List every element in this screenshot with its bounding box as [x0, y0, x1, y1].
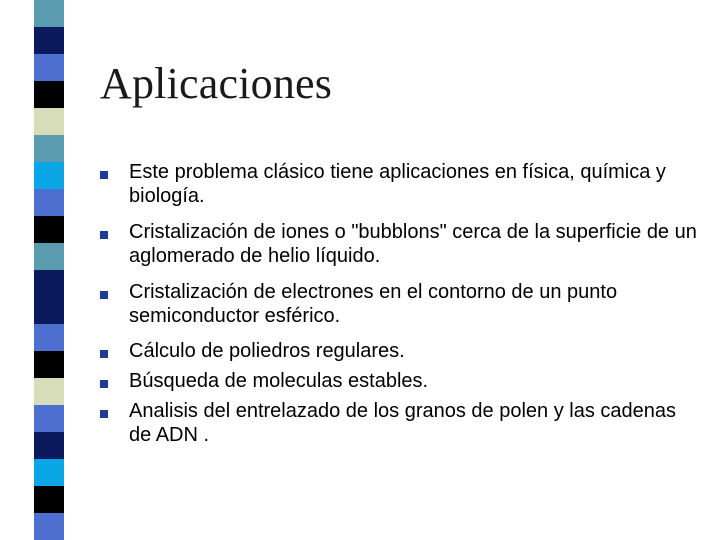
- slide-title: Aplicaciones: [100, 59, 333, 108]
- stripe-block: [34, 27, 64, 54]
- square-bullet-icon: [100, 231, 108, 239]
- stripe-block: [34, 459, 64, 486]
- bullet-text: Cálculo de poliedros regulares.: [129, 340, 405, 362]
- stripe-block: [34, 297, 64, 324]
- stripe-block: [34, 378, 64, 405]
- stripe-block: [34, 486, 64, 513]
- square-bullet-icon: [100, 380, 108, 388]
- decorative-stripe: [34, 0, 64, 540]
- list-item: [100, 280, 700, 328]
- stripe-block: [34, 108, 64, 135]
- stripe-block: [34, 216, 64, 243]
- stripe-block: [34, 405, 64, 432]
- bullet-text: Este problema clásico tiene aplicaciones en física, química y biología.: [129, 161, 666, 207]
- stripe-block: [34, 270, 64, 297]
- stripe-block: [34, 243, 64, 270]
- stripe-block: [34, 351, 64, 378]
- stripe-block: [34, 432, 64, 459]
- stripe-block: [34, 513, 64, 540]
- square-bullet-icon: [100, 291, 108, 299]
- stripe-block: [34, 0, 64, 27]
- bullet-text: Analisis del entrelazado de los granos de polen y las cadenas de ADN .: [129, 400, 677, 446]
- square-bullet-icon: [100, 350, 108, 358]
- list-item: [100, 399, 700, 447]
- list-item: [100, 369, 700, 393]
- list-item: [100, 220, 700, 268]
- stripe-block: [34, 54, 64, 81]
- list-item: [100, 339, 700, 363]
- stripe-block: [34, 81, 64, 108]
- bullet-text: Búsqueda de moleculas estables.: [129, 370, 429, 392]
- square-bullet-icon: [100, 171, 108, 179]
- list-item: [100, 160, 700, 208]
- stripe-block: [34, 189, 64, 216]
- stripe-block: [34, 135, 64, 162]
- bullet-text: Cristalización de iones o "bubblons" cerca de la superficie de un aglomerado de helio líquido.: [129, 221, 697, 267]
- stripe-block: [34, 324, 64, 351]
- stripe-block: [34, 162, 64, 189]
- square-bullet-icon: [100, 410, 108, 418]
- bullet-list: [100, 160, 700, 447]
- bullet-text: Cristalización de electrones en el contorno de un punto semiconductor esférico.: [129, 281, 618, 327]
